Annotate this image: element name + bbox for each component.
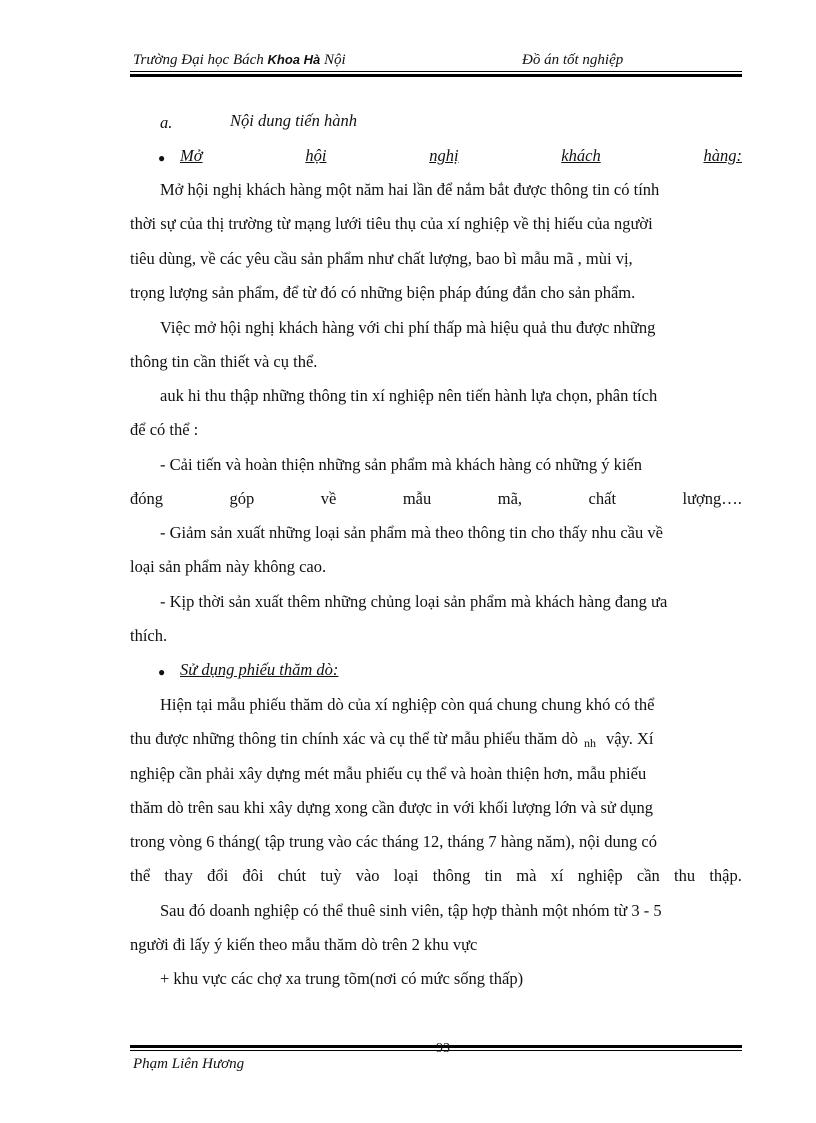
bullet1-word: khách <box>561 146 601 165</box>
para3-line: auk hi thu thập những thông tin xí nghiệp nên tiến hành lựa chọn, phân tích <box>160 386 658 405</box>
para4-word: thể <box>130 866 151 885</box>
para4-word: thay <box>164 866 193 885</box>
para4-word: nghiệp <box>577 866 623 885</box>
para5-line: người đi lấy ý kiến theo mẫu thăm dò trên 2 khu vực <box>130 935 478 954</box>
para4-word: thông <box>432 866 471 885</box>
header-school-mark: Khoa Hà <box>267 52 321 67</box>
section-title: Nội dung tiến hành <box>230 111 357 130</box>
page-number: 93 <box>436 1041 450 1056</box>
bullet1-word: Mở <box>180 146 203 165</box>
para4-word: cần <box>636 866 660 885</box>
bullet1-word: nghị <box>429 146 459 165</box>
bullet1-title <box>180 146 742 166</box>
item3-line: - Kịp thời sản xuất thêm những chủng loại sản phẩm mà khách hàng đang ưa <box>160 592 668 611</box>
para4-word: đổi <box>207 866 229 885</box>
header-school-a: Trường Đại học Bách <box>133 52 268 68</box>
section-label: a. <box>160 113 173 132</box>
header-school-b: Nội <box>320 52 346 68</box>
header-rule-thick <box>130 74 742 77</box>
para4-line: trong vòng 6 tháng( tập trung vào các tháng 12, tháng 7 hàng năm), nội dung có <box>130 832 657 851</box>
para4-small: nh <box>583 736 596 750</box>
para2-line: thông tin cần thiết và cụ thể. <box>130 352 318 371</box>
item1-word: lượng…. <box>682 489 742 508</box>
para1-line: Mở hội nghị khách hàng một năm hai lần để nắm bắt được thông tin có tính <box>160 180 660 199</box>
para1-line: tiêu dùng, về các yêu cầu sản phẩm như chất lượng, bao bì mẫu mã , mùi vị, <box>130 249 633 268</box>
para2-line: Việc mở hội nghị khách hàng với chi phí thấp mà hiệu quả thu được những <box>160 318 656 337</box>
bullet2-title: Sử dụng phiếu thăm dò: <box>180 660 339 679</box>
para4-justified-line <box>130 866 742 886</box>
para5-line: Sau đó doanh nghiệp có thể thuê sinh viên, tập hợp thành một nhóm từ 3 - 5 <box>160 901 662 920</box>
para3-line: để có thể : <box>130 420 199 439</box>
bullet1-word: hội <box>305 146 327 165</box>
para4-word: mà <box>516 866 537 885</box>
header-rule-thin <box>130 71 742 72</box>
para4-word: đôi <box>242 866 264 885</box>
para4-line2a: thu được những thông tin chính xác và cụ thể từ mẫu phiếu thăm dò <box>130 729 578 748</box>
item3-line: thích. <box>130 626 168 645</box>
para6-line: + khu vực các chợ xa trung tõm(nơi có mức sống thấp) <box>160 969 524 988</box>
bullet-icon: ● <box>158 665 166 679</box>
item1-line: - Cải tiến và hoàn thiện những sản phẩm mà khách hàng có những ý kiến <box>160 455 643 474</box>
item1-word: mẫu <box>402 489 432 508</box>
para4-line: nghiệp cần phải xây dựng mét mẫu phiếu cụ thể và hoàn thiện hơn, mẫu phiếu <box>130 764 647 783</box>
item1-word: về <box>320 489 337 508</box>
para4-word: vào <box>355 866 380 885</box>
bullet1-word: hàng: <box>703 146 742 165</box>
para4-word: tuỳ <box>320 866 342 885</box>
footer-author: Phạm Liên Hương <box>133 1056 245 1072</box>
header-doc-type: Đồ án tốt nghiệp <box>522 52 624 68</box>
item1-justified-line <box>130 489 742 509</box>
item2-line: - Giảm sản xuất những loại sản phẩm mà theo thông tin cho thấy nhu cầu về <box>160 523 663 542</box>
para4-word: thập. <box>709 866 742 885</box>
para4-word: tin <box>484 866 502 885</box>
para4-word: xí <box>550 866 564 885</box>
para1-line: trọng lượng sản phẩm, để từ đó có những biện pháp đúng đắn cho sản phẩm. <box>130 283 636 302</box>
para4-line2b: vậy. Xí <box>605 729 654 748</box>
para4-line: Hiện tại mẫu phiếu thăm dò của xí nghiệp còn quá chung chung khó có thể <box>160 695 655 714</box>
item1-word: chất <box>588 489 617 508</box>
para4-line: thăm dò trên sau khi xây dựng xong cần được in với khối lượng lớn và sử dụng <box>130 798 653 817</box>
item2-line: loại sản phẩm này không cao. <box>130 557 327 576</box>
para4-word: thu <box>674 866 696 885</box>
header-school <box>133 52 346 69</box>
item1-word: mã, <box>497 489 523 508</box>
para4-word: chút <box>277 866 307 885</box>
para4-word: loại <box>393 866 419 885</box>
item1-word: góp <box>229 489 255 508</box>
para4-line <box>130 729 742 749</box>
para1-line: thời sự của thị trường từ mạng lưới tiêu thụ của xí nghiệp về thị hiếu của người <box>130 214 653 233</box>
item1-word: đóng <box>130 489 163 508</box>
bullet-icon: ● <box>158 151 166 165</box>
